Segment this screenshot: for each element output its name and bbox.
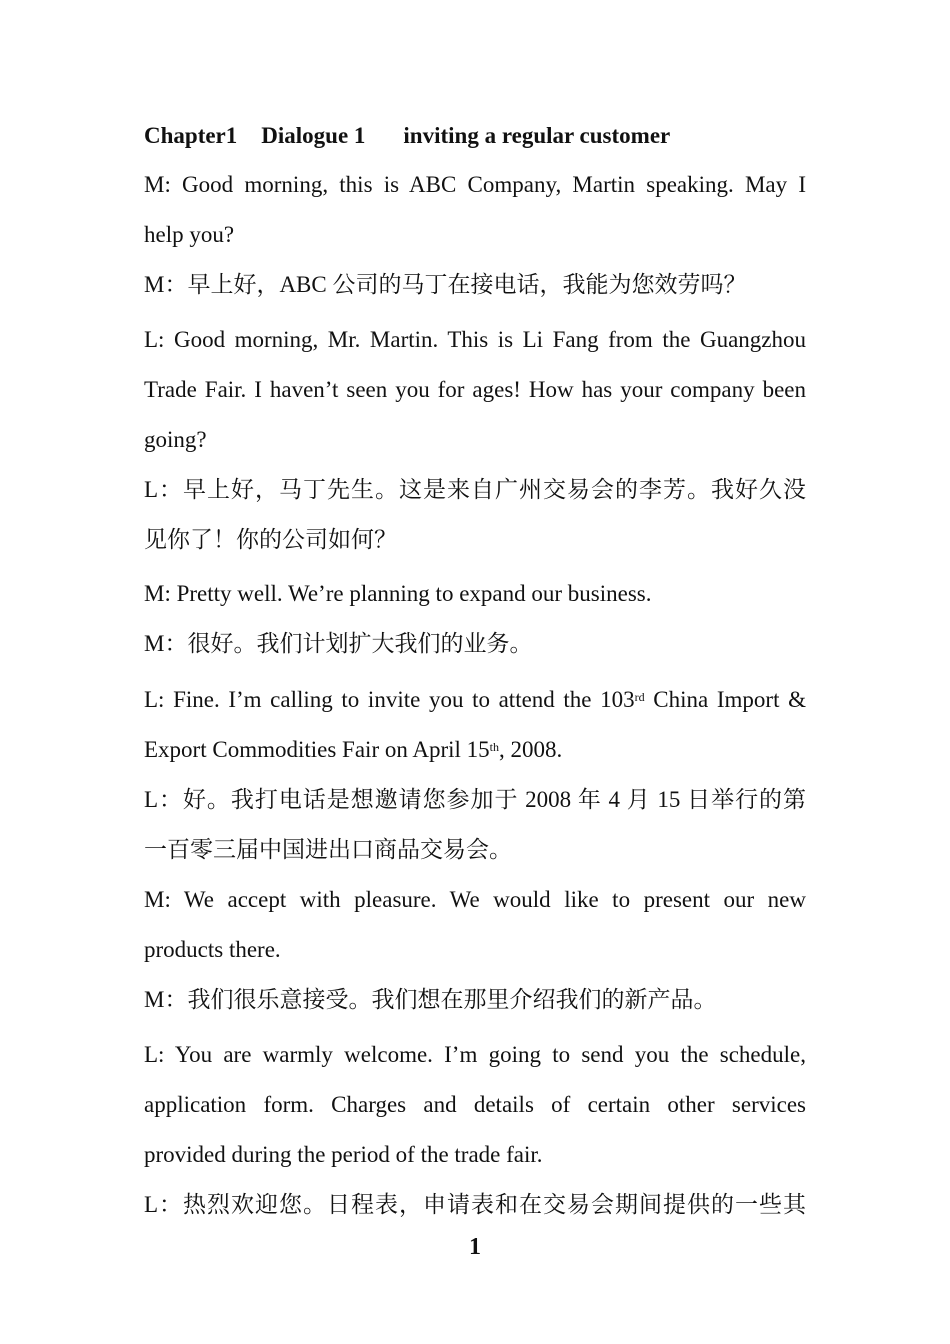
dialogue-line-translation: L：热烈欢迎您。日程表，申请表和在交易会期间提供的一些其 (144, 1192, 806, 1217)
dialogue-line: products there. (144, 937, 281, 962)
dialogue-label: Dialogue 1 (261, 123, 366, 148)
dialogue-line: Export Commodities Fair on April 15th, 2008. (144, 737, 563, 762)
dialogue-line-translation: L：早上好，马丁先生。这是来自广州交易会的李芳。我好久没 (144, 477, 806, 502)
chapter-label: Chapter1 (144, 123, 238, 148)
dialogue-line-translation: M：我们很乐意接受。我们想在那里介绍我们的新产品。 (144, 987, 717, 1012)
page-number: 1 (469, 1234, 481, 1260)
dialogue-line: Trade Fair. I haven’t seen you for ages! How has your company been (144, 377, 806, 402)
dialogue-line: L: Fine. I’m calling to invite you to attend the 103rd China Import & (144, 687, 806, 712)
dialogue-line-translation: M：早上好，ABC 公司的马丁在接电话，我能为您效劳吗？ (144, 272, 747, 297)
dialogue-line: M: Good morning, this is ABC Company, Martin speaking. May I (144, 172, 806, 197)
dialogue-title: inviting a regular customer (403, 123, 671, 148)
dialogue-line-translation: 一百零三届中国进出口商品交易会。 (144, 837, 512, 862)
dialogue-line: going? (144, 427, 207, 452)
dialogue-line-translation: L：好。我打电话是想邀请您参加于 2008 年 4 月 15 日举行的第 (144, 787, 806, 812)
dialogue-line: M: Pretty well. We’re planning to expand our business. (144, 581, 652, 606)
dialogue-line: M: We accept with pleasure. We would like to present our new (144, 887, 806, 912)
dialogue-line: provided during the period of the trade fair. (144, 1142, 543, 1167)
chapter-heading (144, 121, 806, 151)
dialogue-line: L: Good morning, Mr. Martin. This is Li Fang from the Guangzhou (144, 327, 806, 352)
ordinal-suffix: th (489, 740, 499, 754)
dialogue-line-translation: M：很好。我们计划扩大我们的业务。 (144, 631, 533, 656)
dialogue-line: L: You are warmly welcome. I’m going to send you the schedule, (144, 1042, 806, 1067)
ordinal-suffix: rd (634, 690, 645, 704)
dialogue-line-translation: 见你了！你的公司如何？ (144, 527, 397, 552)
dialogue-line: help you? (144, 222, 235, 247)
dialogue-line: application form. Charges and details of certain other services (144, 1092, 806, 1117)
